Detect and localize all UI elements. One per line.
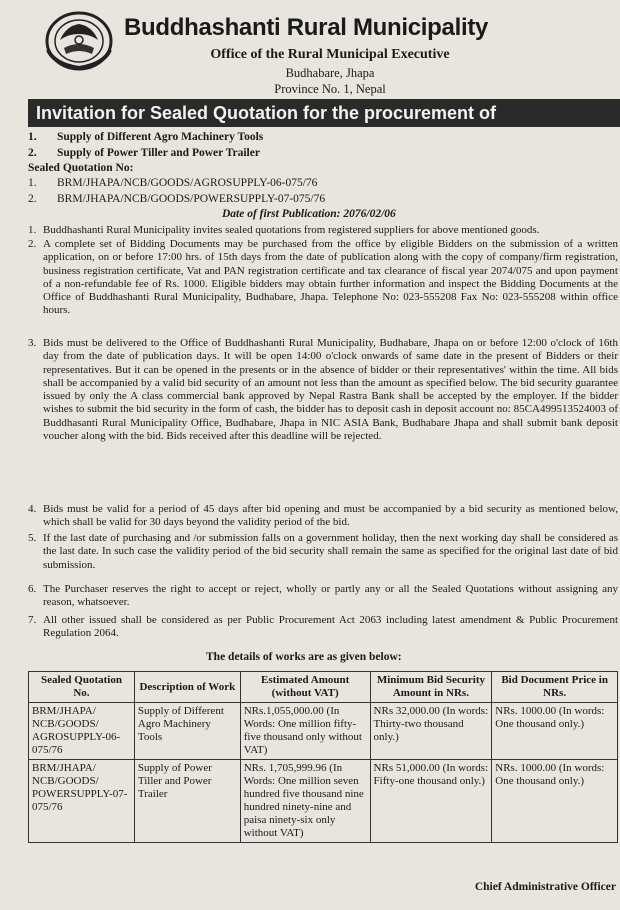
table-header-row (29, 672, 618, 703)
paragraph-number: 4. (28, 503, 37, 515)
paragraph (28, 337, 618, 443)
column-header: Bid Document Price in NRs. (492, 672, 618, 703)
paragraph-text: All other issued shall be considered as per Public Procurement Act 2063 including latest amendment & Public Procurement Regulation 2064. (43, 614, 618, 640)
paragraph-number: 6. (28, 583, 37, 595)
table-cell: NRs 51,000.00 (In words: Fifty-one thousand only.) (370, 760, 492, 843)
table-cell: NRs 32,000.00 (In words: Thirty-two thousand only.) (370, 703, 492, 760)
quotation-code: BRM/JHAPA/NCB/GOODS/POWERSUPPLY-07-075/76 (57, 193, 326, 205)
paragraph (28, 532, 618, 572)
organization-name: Buddhashanti Rural Municipality (124, 14, 489, 41)
paragraph (28, 614, 618, 641)
table-cell: BRM/JHAPA/ NCB/GOODS/ AGROSUPPLY-06-075/76 (29, 703, 135, 760)
item-text: Supply of Different Agro Machinery Tools (57, 131, 264, 143)
paragraph-text: Bids must be valid for a period of 45 days after bid opening and must be accompanied by a bid security as mentioned below, which shall be valid for 30 days beyond the validity period of the bid. (43, 503, 618, 529)
paragraph-number: 3. (28, 337, 37, 349)
paragraph (28, 503, 618, 530)
table-cell: NRs. 1000.00 (In words: One thousand only.) (492, 703, 618, 760)
table-cell: NRs. 1000.00 (In words: One thousand only.) (492, 760, 618, 843)
table-cell: NRs. 1,705,999.96 (In Words: One million seven hundred five thousand nine hundred ninety-nine and paisa ninety-six only without VAT) (240, 760, 370, 843)
item-text: Supply of Power Tiller and Power Trailer (57, 147, 260, 159)
sealed-quotation-heading: Sealed Quotation No: (28, 162, 134, 174)
paragraph-text: Bids must be delivered to the Office of Buddhashanti Rural Municipality, Budhabare, Jhapa on or before 12:00 o'clock of 16th day from the date of publication days. It will be open 14:00 o'clock onwards of same date in the present of Bidders or their representatives. But it can be opened in the presents or in the absence of bidder or their representatives' within the time. All bids shall be accompanied by a valid bid security of an amount not less than the amount as specified below. The bid security guarantee issued by only the A class commercial bank approved by Nepal Rastra Bank shall be accepted by the employer. If the bidder wishes to submit the bid security in the form of cash, the bidder has to deposit cash in deposit account no: 85CA499513524003 of Buddhasanti Rural Municipality Office, Budhabare, Jhapa in NIC ASIA Bank, Budhabare Jhapa and shall submit bank deposit voucher along with the bid. Bids received after this deadline will be rejected. (43, 337, 618, 443)
address-line-1: Budhabare, Jhapa (285, 66, 375, 80)
signature-title: Chief Administrative Officer (474, 881, 616, 893)
publication-date: Date of first Publication: 2076/02/06 (222, 208, 396, 220)
table-heading: The details of works are as given below: (206, 651, 402, 663)
paragraph-number: 5. (28, 532, 37, 544)
paragraph-number: 2. (28, 238, 37, 250)
table-row (29, 703, 618, 760)
paragraph (28, 238, 618, 318)
table-cell: NRs.1,055,000.00 (In Words: One million fifty-five thousand only without VAT) (240, 703, 370, 760)
column-header: Sealed Quotation No. (29, 672, 135, 703)
column-header: Estimated Amount (without VAT) (240, 672, 370, 703)
paragraph-text: A complete set of Bidding Documents may be purchased from the office by eligible Bidders on the submission of a written application, on or before 17:00 hrs. of 15th days from the date of publication along with the copy of company/firm registration, business registration certificate, Vat and PAN registration certificate and tax clearance of fiscal year 2074/075 and upon payment of a non-refundable fee of Rs. 1000. Eligible bidders may obtain further information and inspect the Bidding Documents at the Office of Buddhashanti Rural Municipality, Budhabare, Jhapa. Telephone No: 023-555208 Fax No: 023-555208 within office hours. (43, 238, 618, 317)
paragraph (28, 583, 618, 610)
quotation-code: BRM/JHAPA/NCB/GOODS/AGROSUPPLY-06-075/76 (57, 177, 318, 189)
notice-title-banner: Invitation for Sealed Quotation for the procurement of (28, 99, 620, 127)
paragraph-text: The Purchaser reserves the right to accept or reject, wholly or partly any or all the Sealed Quotations without assigning any reason, whatsoever. (43, 583, 618, 609)
item-number: 2. (28, 147, 37, 159)
table-cell: Supply of Power Tiller and Power Trailer (134, 760, 240, 843)
column-header: Minimum Bid Security Amount in NRs. (370, 672, 492, 703)
column-header: Description of Work (134, 672, 240, 703)
paragraph (28, 224, 618, 237)
paragraph-text: Buddhashanti Rural Municipality invites sealed quotations from registered suppliers for above mentioned goods. (43, 224, 540, 236)
office-name: Office of the Rural Municipal Executive (210, 47, 450, 62)
table-row (29, 760, 618, 843)
paragraph-number: 1. (28, 224, 37, 236)
item-number: 1. (28, 131, 37, 143)
works-table (28, 671, 618, 843)
quotation-number: 2. (28, 193, 37, 205)
table-cell: BRM/JHAPA/ NCB/GOODS/ POWERSUPPLY-07-075/76 (29, 760, 135, 843)
address-line-2: Province No. 1, Nepal (274, 82, 386, 96)
paragraph-text: If the last date of purchasing and /or submission falls on a government holiday, then the next working day shall be considered as the last date. In such case the validity period of the bid security shall remain the same as specified for the original last date of bid submission. (43, 532, 618, 571)
paragraph-number: 7. (28, 614, 37, 626)
quotation-number: 1. (28, 177, 37, 189)
table-cell: Supply of Different Agro Machinery Tools (134, 703, 240, 760)
